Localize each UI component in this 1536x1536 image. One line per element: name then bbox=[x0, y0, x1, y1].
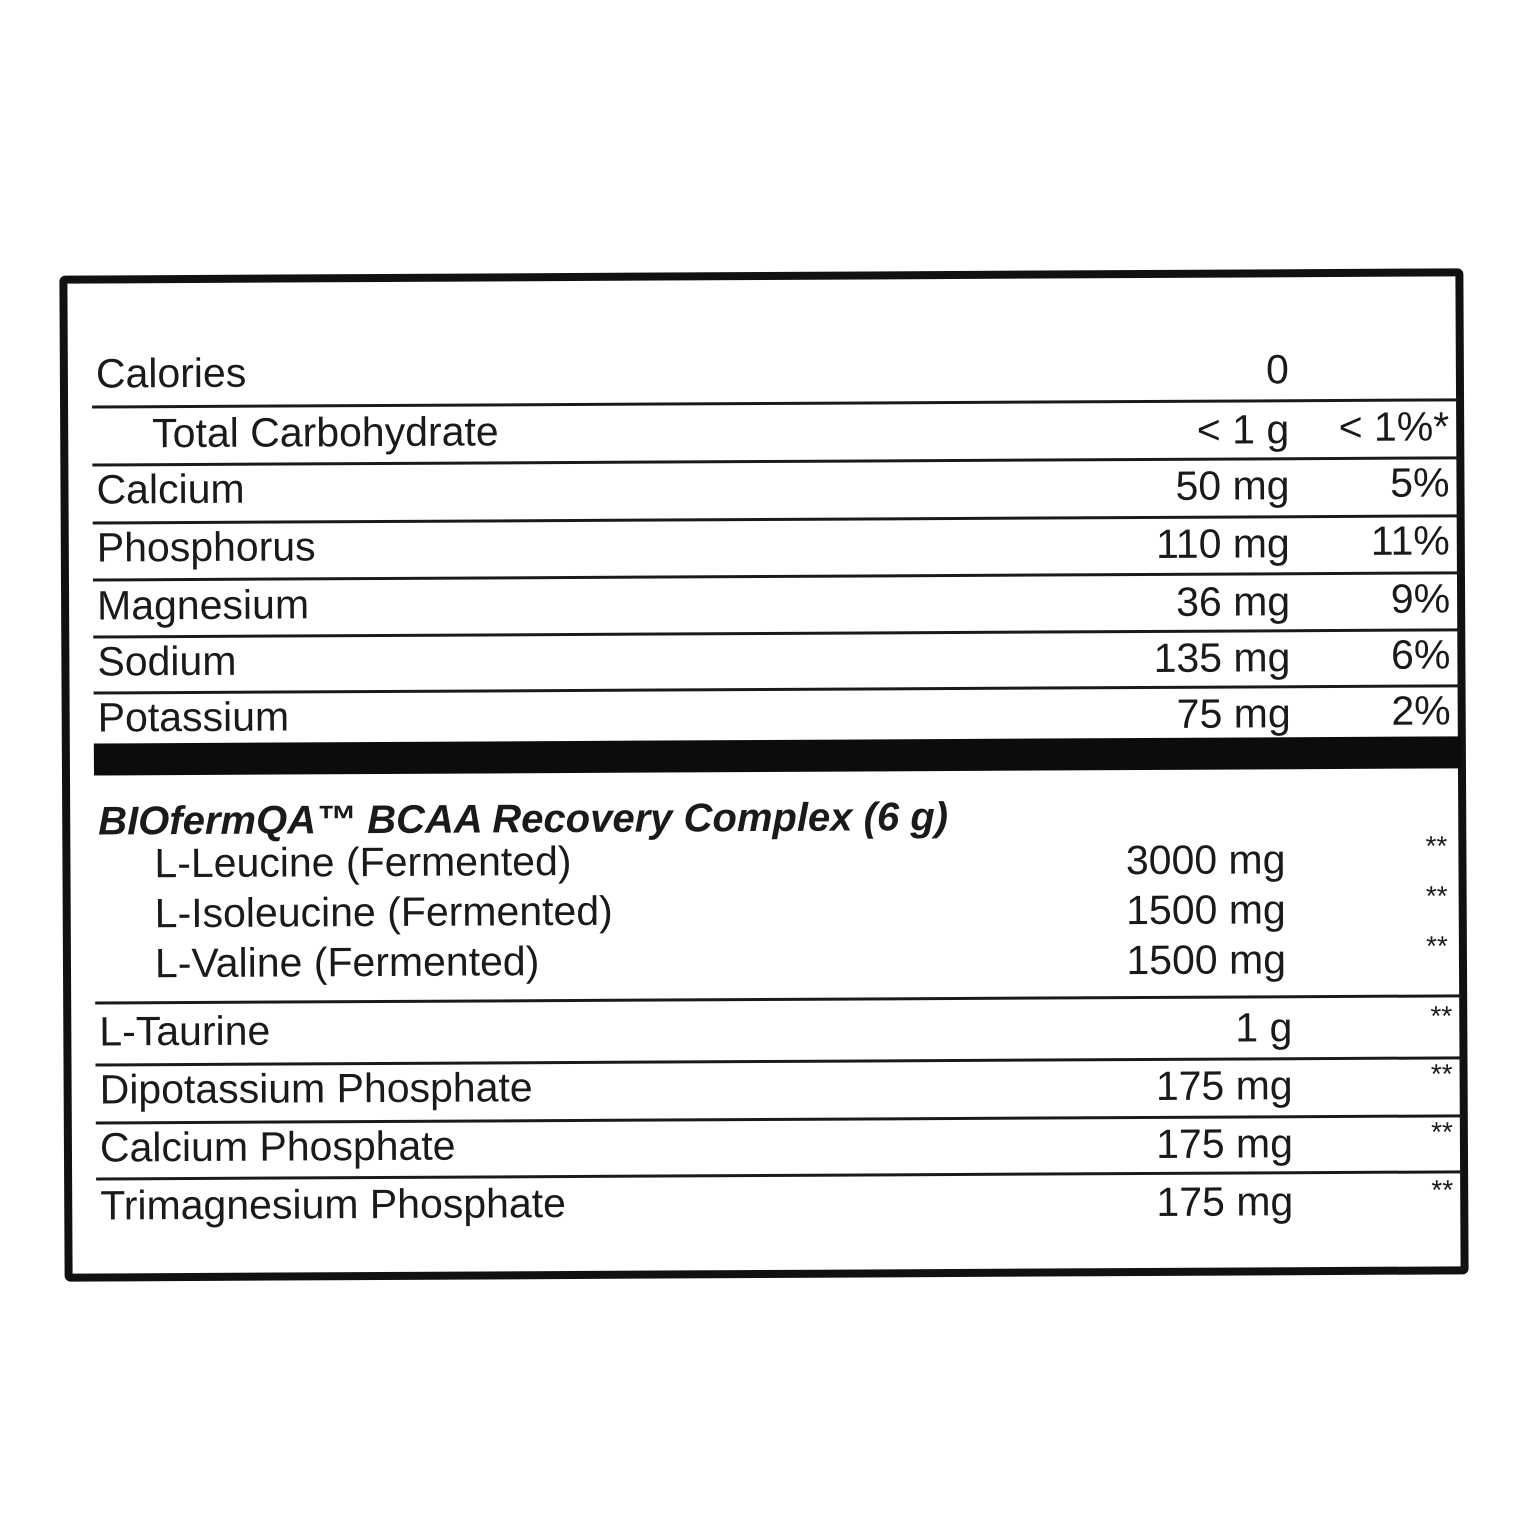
ingredient-row-trimagnesium-phosphate bbox=[96, 1168, 1463, 1231]
nutrient-name: Magnesium bbox=[96, 581, 310, 629]
ingredient-name: L-Taurine bbox=[99, 1007, 271, 1055]
nutrient-row-potassium bbox=[94, 680, 1461, 743]
ingredient-name: L-Leucine (Fermented) bbox=[154, 838, 572, 887]
nutrient-daily-value: < 1%* bbox=[1338, 403, 1450, 450]
nutrient-daily-value: 2% bbox=[1391, 687, 1451, 734]
complex-heading: BIOfermQA™ BCAA Recovery Complex (6 g) bbox=[98, 795, 949, 844]
ingredient-amount: 175 mg bbox=[1156, 1120, 1294, 1167]
ingredient-name: L-Isoleucine (Fermented) bbox=[154, 887, 613, 937]
nutrient-name: Calcium bbox=[96, 465, 245, 513]
ingredient-name: L-Valine (Fermented) bbox=[154, 938, 540, 987]
ingredient-daily-value: ** bbox=[1431, 1174, 1454, 1206]
nutrient-name: Phosphorus bbox=[96, 523, 316, 571]
ingredient-daily-value: ** bbox=[1425, 880, 1448, 912]
ingredient-amount: 1500 mg bbox=[1126, 936, 1287, 984]
nutrient-row-phosphorus bbox=[93, 510, 1460, 573]
nutrient-amount: 110 mg bbox=[1155, 520, 1290, 567]
nutrient-row-magnesium bbox=[93, 568, 1460, 631]
ingredient-amount: 3000 mg bbox=[1125, 836, 1286, 884]
nutrient-row-sodium bbox=[93, 624, 1460, 687]
nutrient-name: Total Carbohydrate bbox=[152, 408, 499, 457]
nutrient-name: Calories bbox=[95, 349, 247, 397]
ingredient-row-calcium-phosphate bbox=[96, 1110, 1463, 1173]
ingredient-daily-value: ** bbox=[1425, 830, 1448, 862]
nutrient-daily-value: 11% bbox=[1370, 517, 1450, 564]
ingredient-amount: 175 mg bbox=[1155, 1062, 1293, 1109]
nutrient-name: Sodium bbox=[97, 637, 237, 685]
ingredient-amount: 175 mg bbox=[1156, 1178, 1294, 1225]
complex-item-row bbox=[95, 882, 1462, 939]
ingredient-daily-value: ** bbox=[1431, 1116, 1453, 1148]
ingredient-name: Dipotassium Phosphate bbox=[99, 1064, 533, 1113]
nutrient-amount: 75 mg bbox=[1176, 690, 1291, 737]
nutrient-name: Potassium bbox=[97, 693, 290, 741]
nutrient-amount: 36 mg bbox=[1176, 578, 1291, 625]
ingredient-row-dipotassium-phosphate bbox=[95, 1052, 1462, 1115]
nutrient-amount: 135 mg bbox=[1153, 634, 1291, 681]
complex-item-row bbox=[94, 832, 1461, 889]
complex-item-row bbox=[95, 932, 1462, 989]
ingredient-row-l-taurine bbox=[95, 994, 1462, 1057]
nutrient-daily-value: 6% bbox=[1390, 631, 1451, 678]
nutrient-amount: 0 bbox=[1265, 346, 1290, 393]
supplement-facts-panel bbox=[59, 268, 1468, 1281]
ingredient-daily-value: ** bbox=[1430, 1058, 1453, 1090]
nutrient-row-calories bbox=[92, 336, 1459, 399]
nutrient-amount: < 1 g bbox=[1196, 406, 1290, 453]
nutrient-daily-value: 5% bbox=[1390, 459, 1450, 506]
nutrient-daily-value: 9% bbox=[1390, 575, 1451, 622]
ingredient-name: Calcium Phosphate bbox=[99, 1122, 456, 1171]
ingredient-name: Trimagnesium Phosphate bbox=[100, 1180, 567, 1229]
nutrient-row-total-carbohydrate bbox=[92, 396, 1459, 459]
ingredient-daily-value: ** bbox=[1426, 930, 1448, 962]
ingredient-amount: 1500 mg bbox=[1126, 886, 1286, 934]
ingredient-daily-value: ** bbox=[1430, 1000, 1453, 1032]
ingredient-amount: 1 g bbox=[1235, 1004, 1293, 1051]
thick-section-divider bbox=[94, 736, 1461, 775]
nutrient-amount: 50 mg bbox=[1175, 462, 1290, 509]
nutrient-row-calcium bbox=[92, 452, 1459, 515]
